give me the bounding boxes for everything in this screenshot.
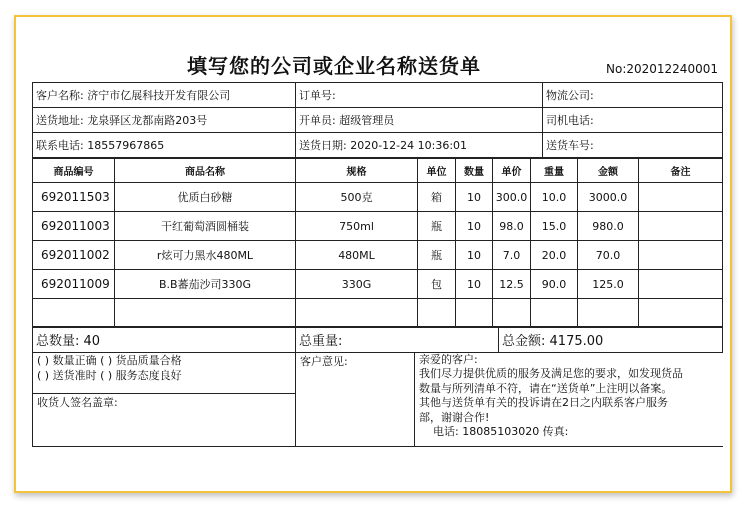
checklist-line-2: ( ) 送货准时 ( ) 服务态度良好 — [37, 369, 182, 382]
total-weight-label: 总重量: — [299, 334, 343, 349]
total-weight-cell — [296, 327, 499, 353]
items-header-row — [33, 159, 723, 183]
total-amount-label: 总金额: — [502, 334, 546, 349]
notice-line-3: 数量与所列清单不符，请在“送货单”上注明以备案。 — [419, 381, 673, 395]
driver-phone-cell — [543, 108, 723, 133]
item-amount: 70.0 — [578, 241, 639, 270]
vehicle-cell — [543, 133, 723, 158]
item-name: 干红葡萄酒圆桶装 — [115, 212, 296, 241]
header-info-table — [32, 82, 723, 158]
address-label: 送货地址: — [36, 114, 84, 127]
item-unit: 瓶 — [418, 212, 456, 241]
item-price — [493, 299, 531, 328]
item-spec: 330G — [296, 270, 418, 299]
item-unit: 瓶 — [418, 241, 456, 270]
item-qty — [456, 299, 493, 328]
item-unit: 箱 — [418, 183, 456, 212]
col-header-weight: 重量 — [531, 159, 578, 183]
totals-table — [32, 326, 723, 353]
item-note — [639, 299, 723, 328]
item-weight — [531, 299, 578, 328]
item-weight: 20.0 — [531, 241, 578, 270]
notice-contact-line: 电话: 18085103020 传真: — [433, 425, 569, 439]
address-cell — [33, 108, 296, 133]
document-title: 填写您的公司或企业名称送货单 — [187, 54, 481, 78]
phone-label: 联系电话: — [36, 139, 84, 152]
item-amount: 980.0 — [578, 212, 639, 241]
item-note — [639, 241, 723, 270]
col-header-spec: 规格 — [296, 159, 418, 183]
issuer-label: 开单员: — [299, 114, 336, 127]
total-amount-cell — [499, 327, 723, 353]
table-row — [33, 241, 723, 270]
driver-phone-label: 司机电话: — [546, 114, 594, 127]
issuer-value: 超级管理员 — [339, 114, 395, 127]
checklist-line-1: ( ) 数量正确 ( ) 货品质量合格 — [37, 354, 182, 367]
item-note — [639, 183, 723, 212]
table-row — [33, 299, 723, 328]
item-code: 692011002 — [33, 241, 115, 270]
item-name: 优质白砂糖 — [115, 183, 296, 212]
item-price: 98.0 — [493, 212, 531, 241]
date-cell — [296, 133, 543, 158]
item-code: 692011003 — [33, 212, 115, 241]
table-row — [33, 212, 723, 241]
col-header-qty: 数量 — [456, 159, 493, 183]
total-qty-value: 40 — [83, 334, 101, 349]
receiver-signature-label: 收货人签名盖章: — [37, 396, 118, 409]
item-price: 300.0 — [493, 183, 531, 212]
address-value: 龙泉驿区龙都南路203号 — [87, 114, 208, 127]
logistics-label: 物流公司: — [546, 89, 594, 102]
receiver-signature-cell — [33, 394, 296, 447]
customer-name-label: 客户名称: — [36, 89, 84, 102]
item-weight: 15.0 — [531, 212, 578, 241]
col-header-name: 商品名称 — [115, 159, 296, 183]
col-header-price: 单价 — [493, 159, 531, 183]
item-spec: 500克 — [296, 183, 418, 212]
order-no-cell — [296, 83, 543, 108]
notice-line-2: 我们尽力提供优质的服务及满足您的要求，如发现货品 — [419, 367, 683, 381]
item-qty: 10 — [456, 183, 493, 212]
item-amount: 125.0 — [578, 270, 639, 299]
item-qty: 10 — [456, 270, 493, 299]
item-spec: 750ml — [296, 212, 418, 241]
item-weight: 10.0 — [531, 183, 578, 212]
items-table — [32, 158, 723, 328]
date-label: 送货日期: — [299, 139, 347, 152]
col-header-note: 备注 — [639, 159, 723, 183]
customer-name-value: 济宁市亿展科技开发有限公司 — [87, 89, 231, 102]
total-amount-value: 4175.00 — [549, 334, 604, 349]
total-qty-label: 总数量: — [36, 334, 80, 349]
order-no-label: 订单号: — [299, 89, 336, 102]
notice-line-4: 其他与送货单有关的投诉请在2日之内联系客户服务 — [419, 396, 668, 410]
logistics-cell — [543, 83, 723, 108]
total-qty-cell — [33, 327, 296, 353]
item-name: r炫可力黑水480ML — [115, 241, 296, 270]
col-header-amount: 金额 — [578, 159, 639, 183]
footer-table — [32, 352, 723, 447]
phone-value: 18557967865 — [87, 139, 165, 152]
item-note — [639, 270, 723, 299]
item-name — [115, 299, 296, 328]
customer-opinion-cell — [296, 353, 415, 447]
item-price: 7.0 — [493, 241, 531, 270]
item-unit — [418, 299, 456, 328]
document-number: No:202012240001 — [606, 62, 718, 76]
issuer-cell — [296, 108, 543, 133]
item-note — [639, 212, 723, 241]
customer-opinion-label: 客户意见: — [300, 355, 348, 368]
table-row — [33, 270, 723, 299]
notice-line-1: 亲爱的客户: — [419, 353, 478, 366]
item-spec — [296, 299, 418, 328]
item-unit: 包 — [418, 270, 456, 299]
date-value: 2020-12-24 10:36:01 — [350, 139, 468, 152]
col-header-unit: 单位 — [418, 159, 456, 183]
item-spec: 480ML — [296, 241, 418, 270]
item-qty: 10 — [456, 212, 493, 241]
vehicle-label: 送货车号: — [546, 139, 594, 152]
item-amount: 3000.0 — [578, 183, 639, 212]
notice-cell — [415, 353, 723, 447]
item-price: 12.5 — [493, 270, 531, 299]
item-name: B.B蕃茄沙司330G — [115, 270, 296, 299]
item-weight: 90.0 — [531, 270, 578, 299]
notice-line-5: 部，谢谢合作! — [419, 410, 490, 424]
item-code: 692011503 — [33, 183, 115, 212]
item-code — [33, 299, 115, 328]
item-code: 692011009 — [33, 270, 115, 299]
phone-cell — [33, 133, 296, 158]
customer-name-cell — [33, 83, 296, 108]
col-header-code: 商品编号 — [33, 159, 115, 183]
item-amount — [578, 299, 639, 328]
item-qty: 10 — [456, 241, 493, 270]
checklist-cell — [33, 353, 296, 394]
table-row — [33, 183, 723, 212]
